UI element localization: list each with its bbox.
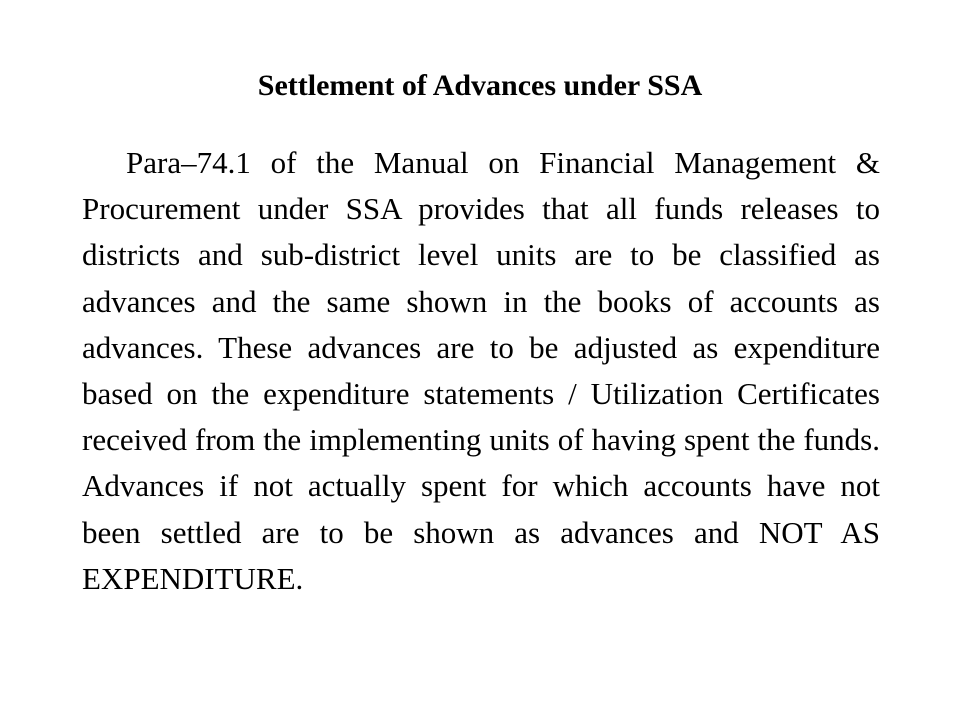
body-paragraph: Para–74.1 of the Manual on Financial Management & Procurement under SSA provides that all funds releases to districts and sub-district level units are to be classified as advances and the same shown in the books of accounts as advances. These advances are to be adjusted as expenditure based on the expenditure statements / Utilization Certificates received from the implementing units of having spent the funds. Advances if not actually spent for which accounts have not been settled are to be shown as advances and NOT AS EXPENDITURE.: [82, 145, 880, 596]
page-title: Settlement of Advances under SSA: [257, 69, 703, 102]
